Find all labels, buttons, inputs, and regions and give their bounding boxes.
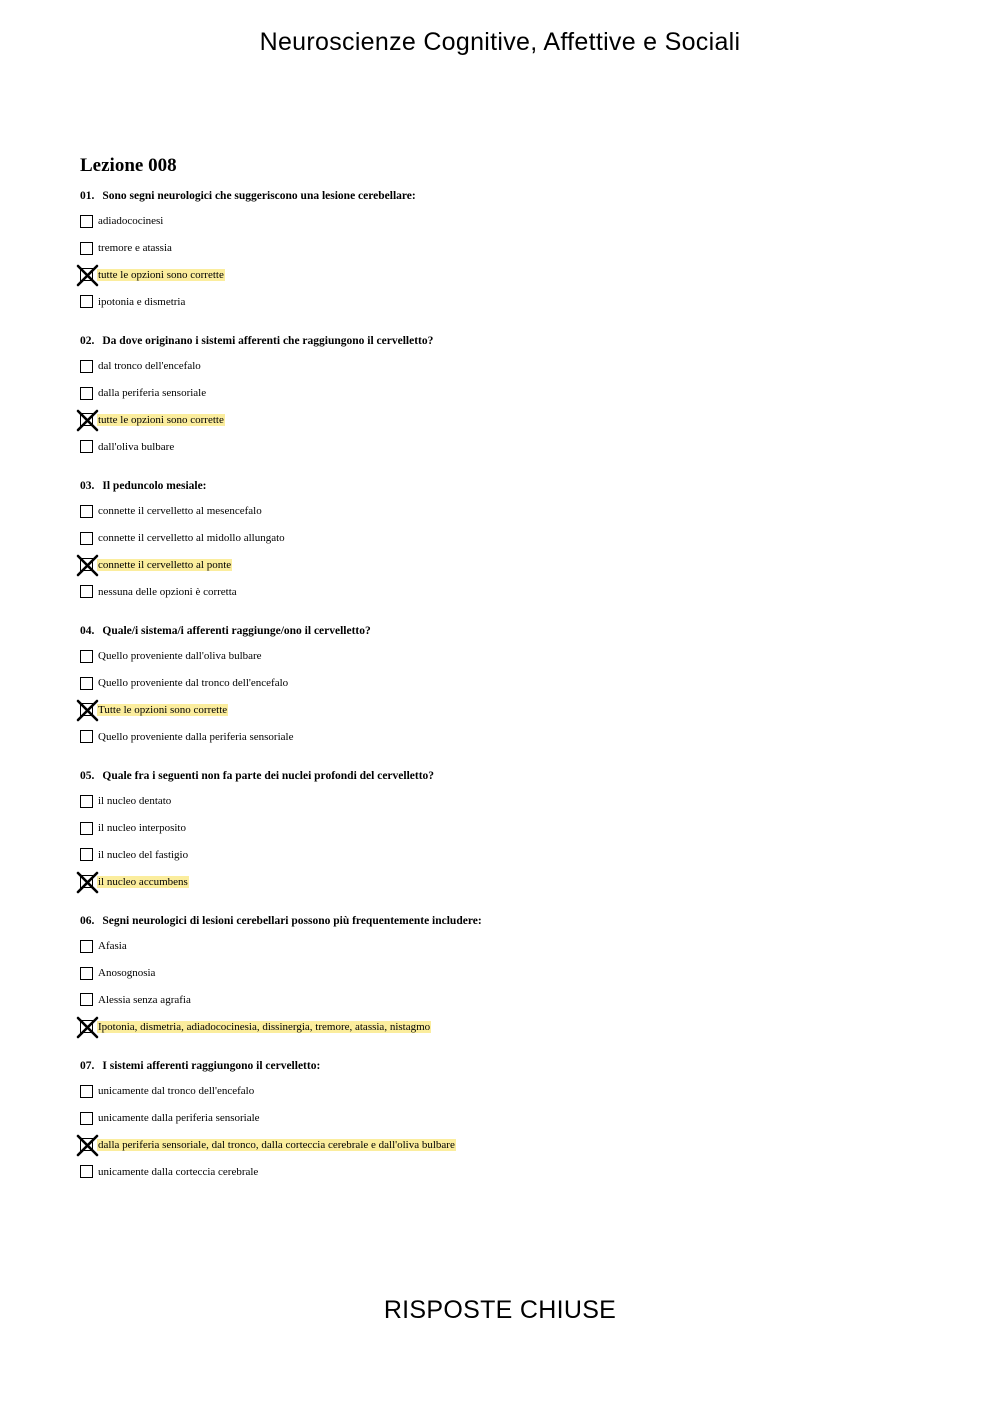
document-title: Neuroscienze Cognitive, Affettive e Sociali xyxy=(259,28,741,56)
question-text xyxy=(80,477,940,498)
option-list xyxy=(80,933,940,1040)
checkbox[interactable] xyxy=(80,677,93,690)
cross-mark-icon xyxy=(77,1017,98,1038)
answer-option[interactable] xyxy=(80,933,940,960)
option-list xyxy=(80,498,940,605)
checkbox[interactable] xyxy=(80,215,93,228)
answer-option-label: dalla periferia sensoriale xyxy=(98,387,207,400)
answer-option-label: il nucleo interposito xyxy=(98,822,186,835)
answer-option-label: ipotonia e dismetria xyxy=(98,295,186,308)
cross-mark-icon xyxy=(77,265,98,286)
question-number: 05. xyxy=(80,770,95,782)
checked-checkbox[interactable] xyxy=(80,1138,93,1151)
answer-option-label: Quello proveniente dalla periferia sensoriale xyxy=(98,730,294,743)
checked-checkbox[interactable] xyxy=(80,1020,93,1033)
lesson-title: Lezione 008 xyxy=(80,155,177,176)
answer-option[interactable] xyxy=(80,987,940,1014)
question-text xyxy=(80,767,940,788)
checkbox[interactable] xyxy=(80,1085,93,1098)
answer-option[interactable] xyxy=(80,1105,940,1132)
answer-option-label: il nucleo dentato xyxy=(98,795,172,808)
cross-mark-icon xyxy=(77,1135,98,1156)
option-list xyxy=(80,788,940,895)
question-block xyxy=(80,912,940,1057)
answer-option[interactable] xyxy=(80,235,940,262)
answer-option-correct[interactable] xyxy=(80,407,940,434)
question-number: 06. xyxy=(80,915,95,927)
answer-option-label: connette il cervelletto al mesencefalo xyxy=(98,505,262,518)
checkbox[interactable] xyxy=(80,1165,93,1178)
answer-option[interactable] xyxy=(80,815,940,842)
option-list xyxy=(80,353,940,460)
answer-option[interactable] xyxy=(80,1158,940,1185)
answer-option[interactable] xyxy=(80,208,940,235)
answer-option-label: adiadococinesi xyxy=(98,215,164,228)
checkbox[interactable] xyxy=(80,532,93,545)
checkbox[interactable] xyxy=(80,387,93,400)
checkbox[interactable] xyxy=(80,967,93,980)
answer-option-label: Ipotonia, dismetria, adiadococinesia, dissinergia, tremore, atassia, nistagmo xyxy=(98,1020,431,1033)
cross-mark-icon xyxy=(77,872,98,893)
question-label: I sistemi afferenti raggiungono il cervelletto: xyxy=(102,1060,321,1072)
option-list xyxy=(80,1078,940,1185)
footer-title: RISPOSTE CHIUSE xyxy=(383,1296,617,1324)
answer-option-label: il nucleo accumbens xyxy=(98,875,188,888)
answer-option-label: unicamente dalla periferia sensoriale xyxy=(98,1112,260,1125)
question-text xyxy=(80,912,940,933)
answer-option[interactable] xyxy=(80,1078,940,1105)
checkbox[interactable] xyxy=(80,650,93,663)
question-label: Sono segni neurologici che suggeriscono una lesione cerebellare: xyxy=(102,190,416,202)
cross-mark-icon xyxy=(77,410,98,431)
answer-option[interactable] xyxy=(80,960,940,987)
checkbox[interactable] xyxy=(80,360,93,373)
answer-option[interactable] xyxy=(80,353,940,380)
checkbox[interactable] xyxy=(80,585,93,598)
checkbox[interactable] xyxy=(80,242,93,255)
answer-option-label: il nucleo del fastigio xyxy=(98,848,189,861)
question-label: Quale fra i seguenti non fa parte dei nuclei profondi del cervelletto? xyxy=(102,770,435,782)
answer-option-correct[interactable] xyxy=(80,1132,940,1159)
question-block xyxy=(80,622,940,767)
answer-option-label: unicamente dalla corteccia cerebrale xyxy=(98,1165,259,1178)
checkbox[interactable] xyxy=(80,295,93,308)
cross-mark-icon xyxy=(77,700,98,721)
answer-option-correct[interactable] xyxy=(80,1013,940,1040)
question-number: 01. xyxy=(80,190,95,202)
question-list xyxy=(80,187,940,1202)
checkbox[interactable] xyxy=(80,795,93,808)
answer-option-label: Quello proveniente dal tronco dell'encefalo xyxy=(98,677,289,690)
question-label: Quale/i sistema/i afferenti raggiunge/ono il cervelletto? xyxy=(102,625,371,637)
checked-checkbox[interactable] xyxy=(80,268,93,281)
answer-option-label: tutte le opzioni sono corrette xyxy=(98,413,224,426)
answer-option-label: connette il cervelletto al ponte xyxy=(98,558,232,571)
answer-option-correct[interactable] xyxy=(80,262,940,289)
question-number: 03. xyxy=(80,480,95,492)
answer-option-label: Afasia xyxy=(98,940,127,953)
checked-checkbox[interactable] xyxy=(80,703,93,716)
question-label: Il peduncolo mesiale: xyxy=(102,480,207,492)
answer-option-label: Alessia senza agrafia xyxy=(98,993,191,1006)
answer-option[interactable] xyxy=(80,525,940,552)
checkbox[interactable] xyxy=(80,1112,93,1125)
question-block xyxy=(80,332,940,477)
answer-option[interactable] xyxy=(80,433,940,460)
answer-option-label: Quello proveniente dall'oliva bulbare xyxy=(98,650,262,663)
answer-option-label: dalla periferia sensoriale, dal tronco, dalla corteccia cerebrale e dall'oliva bulbare xyxy=(98,1138,455,1151)
answer-option[interactable] xyxy=(80,788,940,815)
answer-option[interactable] xyxy=(80,498,940,525)
question-number: 02. xyxy=(80,335,95,347)
answer-option[interactable] xyxy=(80,670,940,697)
question-number: 07. xyxy=(80,1060,95,1072)
question-block xyxy=(80,1057,940,1202)
answer-option-label: dall'oliva bulbare xyxy=(98,440,175,453)
answer-option-label: unicamente dal tronco dell'encefalo xyxy=(98,1085,255,1098)
checked-checkbox[interactable] xyxy=(80,558,93,571)
checkbox[interactable] xyxy=(80,993,93,1006)
checkbox[interactable] xyxy=(80,440,93,453)
checkbox[interactable] xyxy=(80,505,93,518)
answer-option-label: tutte le opzioni sono corrette xyxy=(98,268,224,281)
answer-option-label: connette il cervelletto al midollo allungato xyxy=(98,532,285,545)
answer-option[interactable] xyxy=(80,842,940,869)
question-text xyxy=(80,1057,940,1078)
checkbox[interactable] xyxy=(80,848,93,861)
checkbox[interactable] xyxy=(80,940,93,953)
question-label: Segni neurologici di lesioni cerebellari possono più frequentemente includere: xyxy=(102,915,482,927)
answer-option-correct[interactable] xyxy=(80,552,940,579)
question-block xyxy=(80,187,940,332)
question-block xyxy=(80,767,940,912)
answer-option[interactable] xyxy=(80,380,940,407)
answer-option-label: dal tronco dell'encefalo xyxy=(98,360,201,373)
question-number: 04. xyxy=(80,625,95,637)
answer-option[interactable] xyxy=(80,288,940,315)
answer-option-correct[interactable] xyxy=(80,697,940,724)
answer-option[interactable] xyxy=(80,578,940,605)
checked-checkbox[interactable] xyxy=(80,413,93,426)
answer-option[interactable] xyxy=(80,723,940,750)
answer-option-label: Anosognosia xyxy=(98,967,156,980)
checkbox[interactable] xyxy=(80,822,93,835)
answer-option[interactable] xyxy=(80,643,940,670)
question-text xyxy=(80,187,940,208)
question-text xyxy=(80,332,940,353)
question-label: Da dove originano i sistemi afferenti che raggiungono il cervelletto? xyxy=(102,335,434,347)
option-list xyxy=(80,208,940,315)
option-list xyxy=(80,643,940,750)
checkbox[interactable] xyxy=(80,730,93,743)
answer-option-correct[interactable] xyxy=(80,868,940,895)
question-text xyxy=(80,622,940,643)
answer-option-label: nessuna delle opzioni è corretta xyxy=(98,585,237,598)
question-block xyxy=(80,477,940,622)
cross-mark-icon xyxy=(77,555,98,576)
answer-option-label: tremore e atassia xyxy=(98,242,172,255)
answer-option-label: Tutte le opzioni sono corrette xyxy=(98,703,228,716)
checked-checkbox[interactable] xyxy=(80,875,93,888)
